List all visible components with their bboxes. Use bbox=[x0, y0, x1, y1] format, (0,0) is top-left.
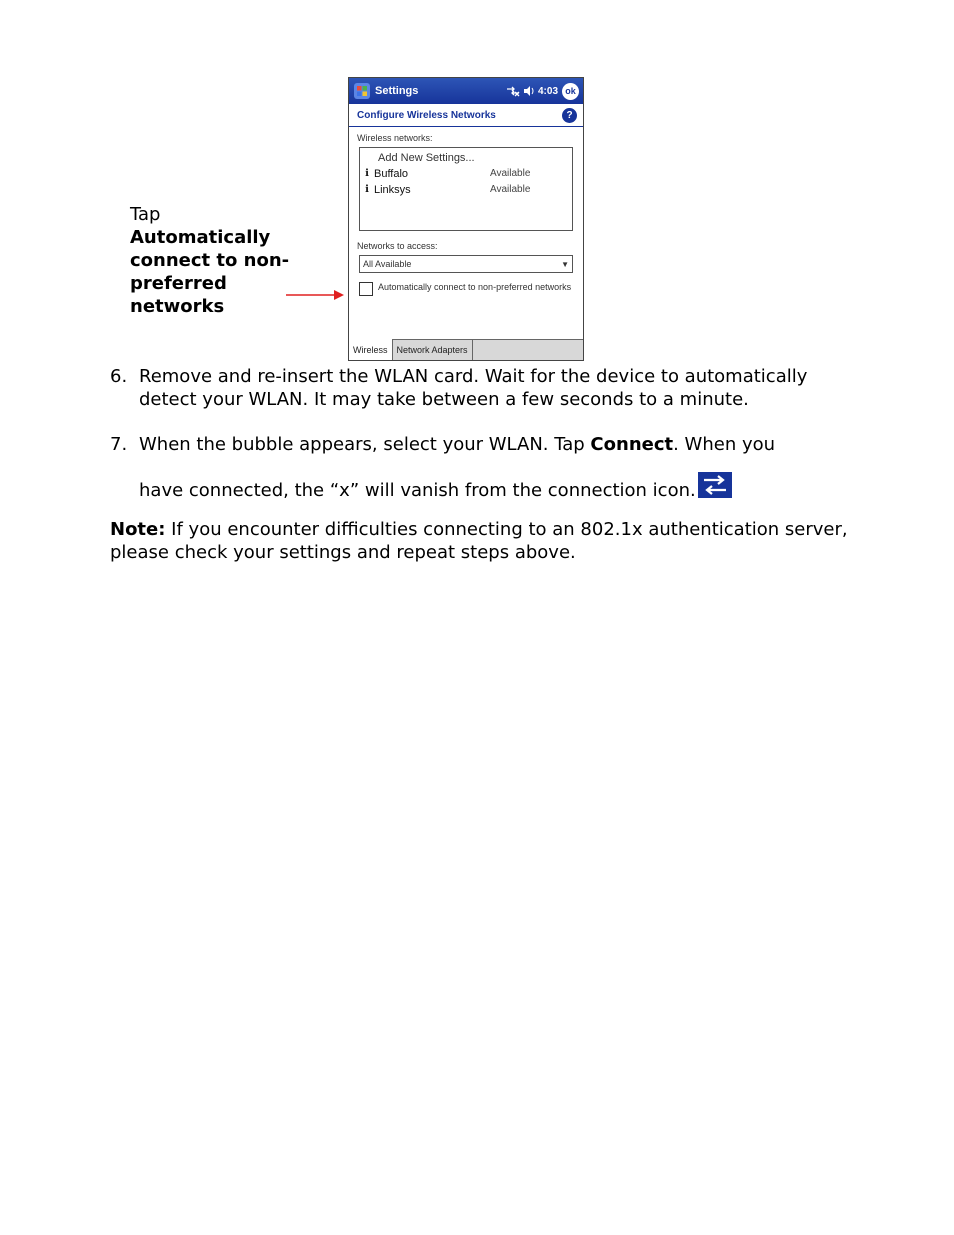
pda-section-title: Configure Wireless Networks bbox=[357, 109, 496, 121]
tab-network-adapters[interactable]: Network Adapters bbox=[393, 340, 473, 360]
status-area bbox=[506, 85, 558, 97]
device-screenshot bbox=[348, 77, 584, 361]
windows-flag-icon[interactable] bbox=[353, 82, 371, 100]
wireless-networks-label: Wireless networks: bbox=[357, 133, 433, 143]
note-text: If you encounter difficulties connecting to an 802.1x authentication server, please check your settings and repeat steps above. bbox=[110, 519, 848, 563]
note-paragraph bbox=[110, 518, 870, 564]
callout-label bbox=[130, 203, 310, 318]
wireless-networks-list[interactable] bbox=[359, 147, 573, 231]
step-text bbox=[139, 433, 870, 502]
add-new-settings-item[interactable]: Add New Settings... bbox=[378, 152, 475, 164]
network-status: Available bbox=[490, 184, 531, 195]
list-item[interactable] bbox=[360, 166, 572, 182]
pda-titlebar bbox=[349, 78, 583, 104]
connection-icon bbox=[698, 472, 732, 498]
pda-app-title: Settings bbox=[375, 85, 419, 97]
step-6 bbox=[110, 365, 870, 411]
auto-connect-checkbox[interactable] bbox=[359, 282, 373, 296]
step-text-part: When the bubble appears, select your WLAN. Tap bbox=[139, 434, 591, 455]
chevron-down-icon: ▼ bbox=[561, 259, 569, 269]
speaker-icon[interactable] bbox=[523, 85, 535, 97]
tab-bar-filler bbox=[473, 340, 583, 360]
tab-wireless[interactable]: Wireless bbox=[349, 339, 393, 360]
callout-bold-text: Automatically connect to non-preferred networks bbox=[130, 227, 290, 317]
pda-tabs bbox=[349, 339, 583, 360]
note-label: Note: bbox=[110, 519, 166, 540]
step-text-part: have connected, the “x” will vanish from the connection icon. bbox=[139, 480, 696, 501]
list-item[interactable] bbox=[360, 182, 572, 198]
network-name: Linksys bbox=[374, 184, 411, 196]
network-antenna-icon: ℹ bbox=[365, 168, 369, 179]
step-7 bbox=[110, 433, 870, 502]
pda-section-header bbox=[349, 104, 583, 127]
help-icon[interactable]: ? bbox=[562, 108, 577, 123]
ok-button[interactable]: ok bbox=[562, 83, 579, 100]
network-status: Available bbox=[490, 168, 531, 179]
auto-connect-option[interactable] bbox=[359, 281, 573, 296]
network-antenna-icon: ℹ bbox=[365, 184, 369, 195]
step-number: 7. bbox=[110, 434, 128, 455]
red-arrow-icon bbox=[286, 287, 346, 303]
clock-time[interactable]: 4:03 bbox=[537, 85, 558, 97]
networks-to-access-label: Networks to access: bbox=[357, 241, 438, 251]
step-text: Remove and re-insert the WLAN card. Wait for the device to automatically detect your WLAN. It may take between a few seconds to a minute. bbox=[139, 366, 808, 410]
networks-to-access-select[interactable] bbox=[359, 255, 573, 273]
step-text-line2 bbox=[139, 472, 870, 502]
networks-to-access-value: All Available bbox=[363, 259, 412, 269]
callout-tap: Tap bbox=[130, 204, 161, 225]
connect-bold-text: Connect bbox=[590, 434, 674, 455]
instruction-steps bbox=[110, 365, 870, 502]
step-text-part: . When you bbox=[673, 434, 776, 455]
auto-connect-label: Automatically connect to non-preferred networks bbox=[378, 282, 572, 292]
connectivity-x-icon[interactable] bbox=[506, 85, 520, 97]
network-name: Buffalo bbox=[374, 168, 409, 180]
step-number: 6. bbox=[110, 366, 128, 387]
